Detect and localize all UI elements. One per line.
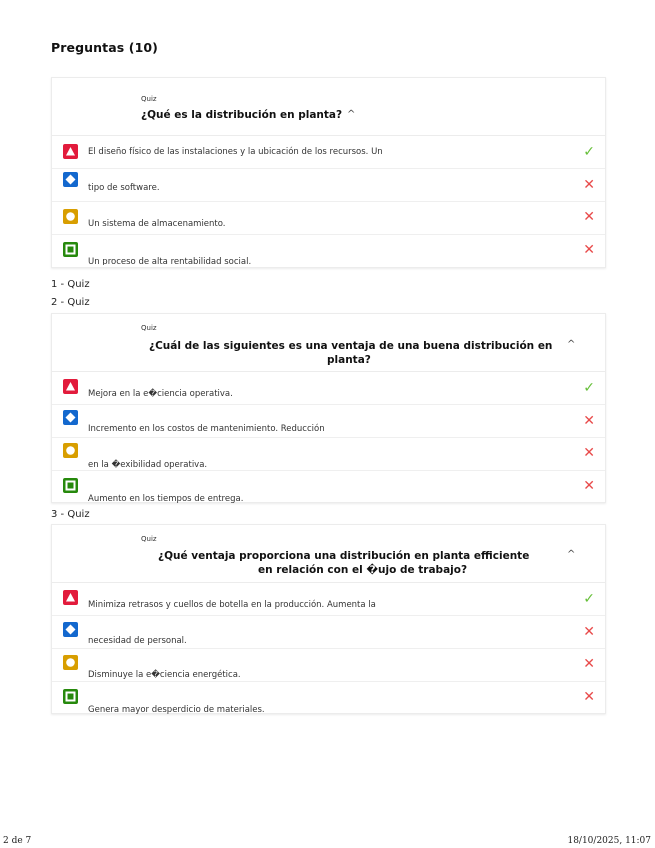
question-card [51,77,606,268]
answer-text: Disminuye la e�ciencia energética. [88,670,241,680]
question-text: ¿Qué ventaja proporciona una distribución en planta efficiente [158,550,530,562]
answer-text: Mejora en la e�ciencia operativa. [88,389,233,399]
check-icon: ✓ [583,380,595,396]
question-header[interactable] [52,78,605,136]
triangle-icon [63,144,78,159]
question-text: ¿Cuál de las siguientes es una ventaja de una buena distribución en [149,340,553,352]
page-number: 2 de 7 [3,836,32,846]
answer-text: Aumento en los tiempos de entrega. [88,494,244,503]
answer-row [52,583,605,616]
close-icon: ✕ [583,242,595,258]
answer-row [52,405,605,438]
question-card [51,313,606,503]
diamond-icon [63,172,78,187]
question-label: 3 - Quiz [51,509,90,520]
question-card [51,524,606,714]
print-datetime: 18/10/2025, 11:07 [567,836,651,846]
triangle-icon [63,590,78,605]
answer-text: Genera mayor desperdicio de materiales. [88,705,265,714]
answer-row [52,202,605,235]
square-icon [63,478,78,493]
page-title: Preguntas (10) [51,40,158,55]
question-label: 2 - Quiz [51,297,90,308]
circle-icon [63,655,78,670]
question-text: ¿Qué es la distribución en planta? [141,109,343,121]
question-text-line2: planta? [327,354,371,366]
close-icon: ✕ [583,413,595,429]
answer-row [52,471,605,503]
answer-row [52,682,605,714]
chevron-up-icon[interactable]: ^ [567,549,576,560]
quiz-kicker: Quiz [141,95,157,103]
answer-text: El diseño físico de las instalaciones y la ubicación de los recursos. Un [88,147,383,157]
chevron-up-icon[interactable]: ^ [347,109,356,120]
answer-text: Un proceso de alta rentabilidad social. [88,257,252,265]
answer-row [52,235,605,265]
circle-icon [63,209,78,224]
quiz-kicker: Quiz [141,535,157,543]
answer-row [52,616,605,649]
answer-text: Incremento en los costos de mantenimiento. Reducción [88,424,325,434]
quiz-kicker: Quiz [141,324,157,332]
chevron-up-icon[interactable]: ^ [567,339,576,350]
close-icon: ✕ [583,177,595,193]
answer-row [52,649,605,682]
answer-text: Un sistema de almacenamiento. [88,219,226,229]
diamond-icon [63,622,78,637]
close-icon: ✕ [583,209,595,225]
answer-row [52,136,605,169]
circle-icon [63,443,78,458]
close-icon: ✕ [583,689,595,705]
square-icon [63,689,78,704]
answer-row [52,169,605,202]
square-icon [63,242,78,257]
answer-row [52,372,605,405]
answer-row [52,438,605,471]
question-header[interactable] [52,525,605,583]
answer-text: necesidad de personal. [88,636,187,646]
close-icon: ✕ [583,478,595,494]
check-icon: ✓ [583,144,595,160]
answer-text: Minimiza retrasos y cuellos de botella en la producción. Aumenta la [88,600,376,610]
diamond-icon [63,410,78,425]
answer-text: en la �exibilidad operativa. [88,460,208,470]
check-icon: ✓ [583,591,595,607]
answer-text: tipo de software. [88,183,160,193]
close-icon: ✕ [583,445,595,461]
close-icon: ✕ [583,624,595,640]
question-label: 1 - Quiz [51,279,90,290]
close-icon: ✕ [583,656,595,672]
question-text-line2: en relación con el �ujo de trabajo? [258,564,468,576]
triangle-icon [63,379,78,394]
question-header[interactable] [52,314,605,372]
